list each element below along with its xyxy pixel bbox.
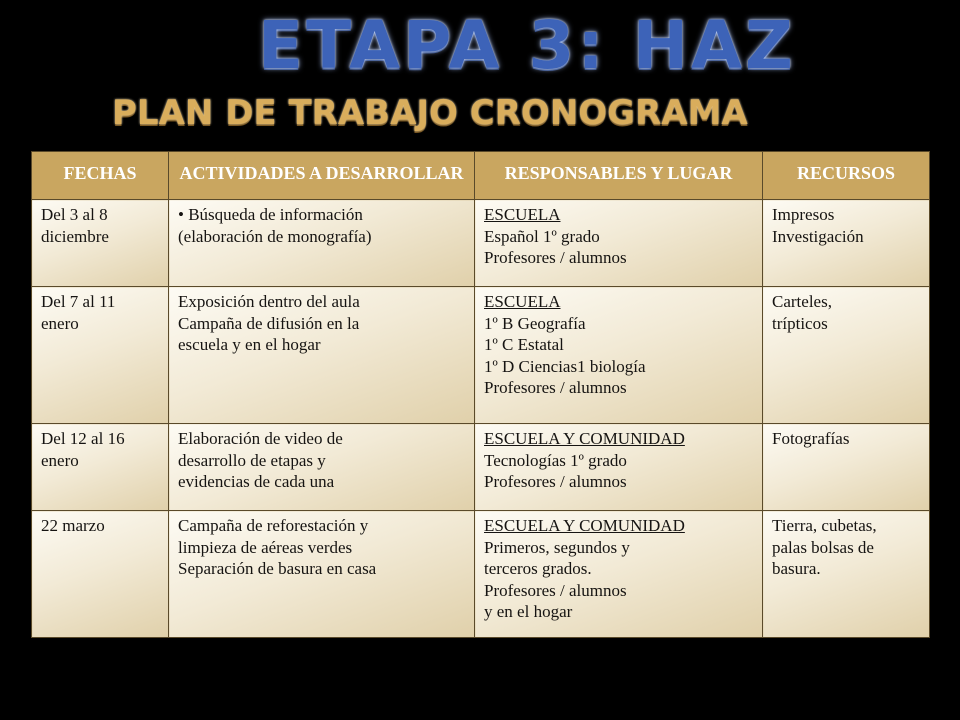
cell-line: (elaboración de monografía) <box>178 226 372 246</box>
cell-line: terceros grados. <box>484 559 592 578</box>
cell-line: Elaboración de video de <box>178 429 343 448</box>
cell-line: Tecnologías 1º grado <box>484 450 627 470</box>
cell-line: Campaña de reforestación y <box>178 516 369 535</box>
slide-subtitle: PLAN DE TRABAJO CRONOGRAMA <box>112 93 748 133</box>
cell-actividades <box>169 511 475 638</box>
table-row <box>32 424 930 511</box>
cell-line: Del 7 al 11 <box>41 292 116 311</box>
cell-fecha <box>32 424 169 511</box>
cell-line: trípticos <box>772 313 828 333</box>
cell-line: Profesores / alumnos <box>484 248 627 267</box>
cell-recursos <box>763 287 930 424</box>
header-actividades: ACTIVIDADES A DESARROLLAR <box>169 152 475 200</box>
cell-line: basura. <box>772 559 821 578</box>
cell-recursos <box>763 200 930 287</box>
cell-line: Carteles, <box>772 292 832 311</box>
cell-responsables <box>475 511 763 638</box>
table-row <box>32 200 930 287</box>
cell-line: y en el hogar <box>484 602 573 621</box>
cell-line: limpieza de aéreas verdes <box>178 537 353 557</box>
cell-line: 1º C Estatal <box>484 335 564 354</box>
cell-fecha <box>32 200 169 287</box>
cell-lugar: ESCUELA <box>484 205 561 224</box>
cell-line: • Búsqueda de información <box>178 205 363 224</box>
cell-lugar: ESCUELA Y COMUNIDAD <box>484 516 685 535</box>
cell-line: Profesores / alumnos <box>484 472 627 491</box>
slide-title: ETAPA 3: HAZ <box>258 7 796 84</box>
cell-actividades <box>169 287 475 424</box>
cell-line: Del 3 al 8 <box>41 205 108 224</box>
cell-line: Campaña de difusión en la <box>178 313 360 333</box>
cell-line: Separación de basura en casa <box>178 559 377 578</box>
cell-actividades <box>169 200 475 287</box>
header-recursos: RECURSOS <box>763 152 930 200</box>
cell-line: Exposición dentro del aula <box>178 292 360 311</box>
cell-line: escuela y en el hogar <box>178 335 321 354</box>
cell-lugar: ESCUELA <box>484 292 561 311</box>
cell-line: Español 1º grado <box>484 226 600 246</box>
cell-line: palas bolsas de <box>772 537 874 557</box>
cell-line: evidencias de cada una <box>178 472 335 491</box>
cell-actividades <box>169 424 475 511</box>
cell-line: Del 12 al 16 <box>41 429 125 448</box>
cell-line: 22 marzo <box>41 516 105 535</box>
cell-line: diciembre <box>41 226 109 246</box>
cell-line: 1º D Ciencias1 biología <box>484 356 646 376</box>
cell-responsables <box>475 287 763 424</box>
cell-line: Impresos <box>772 205 835 224</box>
cell-line: enero <box>41 450 79 470</box>
cell-lugar: ESCUELA Y COMUNIDAD <box>484 429 685 448</box>
cell-line: Primeros, segundos y <box>484 537 630 557</box>
header-fechas: FECHAS <box>32 152 169 200</box>
cell-recursos <box>763 511 930 638</box>
table-row <box>32 287 930 424</box>
cell-fecha <box>32 287 169 424</box>
cell-line: Investigación <box>772 226 864 246</box>
cell-fecha <box>32 511 169 638</box>
cell-line: Fotografías <box>772 429 850 448</box>
cell-line: enero <box>41 313 79 333</box>
schedule-table <box>31 151 930 638</box>
cell-line: Profesores / alumnos <box>484 580 627 600</box>
cell-responsables <box>475 200 763 287</box>
cell-recursos <box>763 424 930 511</box>
cell-line: Tierra, cubetas, <box>772 516 877 535</box>
cell-responsables <box>475 424 763 511</box>
cell-line: desarrollo de etapas y <box>178 450 326 470</box>
table-header-row <box>32 152 930 200</box>
header-responsables: RESPONSABLES Y LUGAR <box>475 152 763 200</box>
table-row <box>32 511 930 638</box>
cell-line: 1º B Geografía <box>484 313 586 333</box>
cell-line: Profesores / alumnos <box>484 378 627 397</box>
